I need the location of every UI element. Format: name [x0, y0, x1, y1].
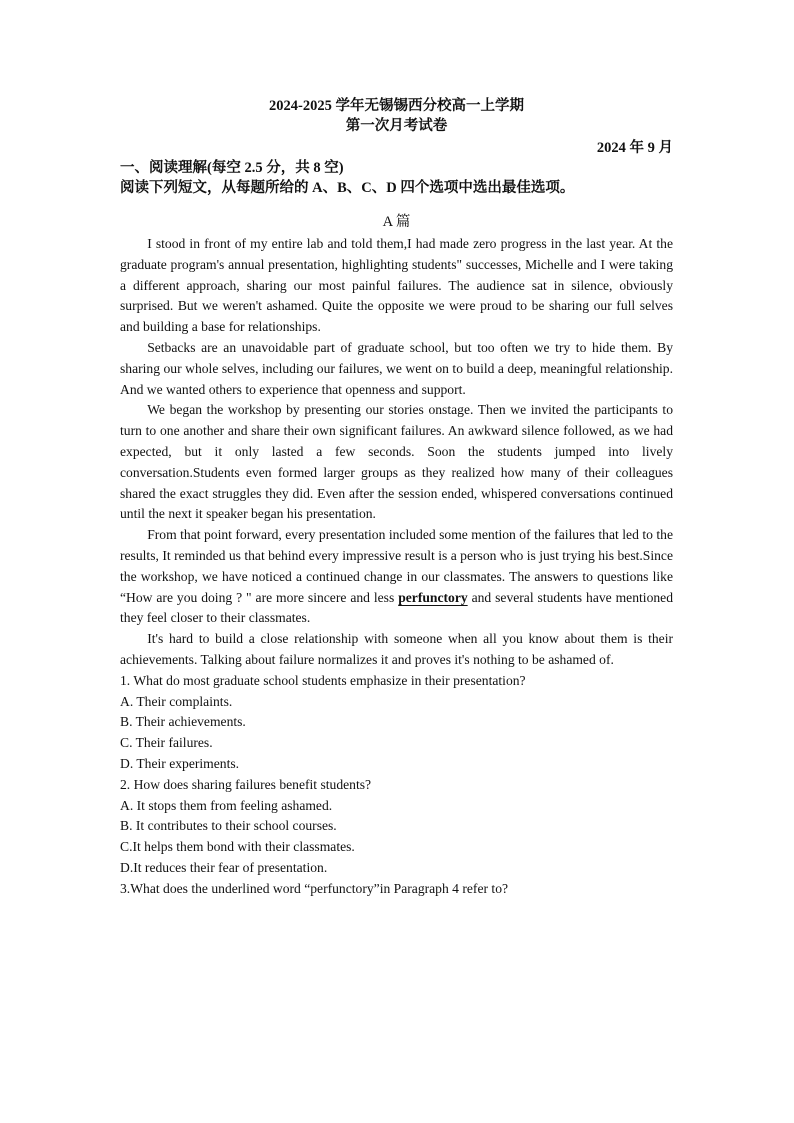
- passage-paragraph-1: I stood in front of my entire lab and told them,I had made zero progress in the last year. At the graduate program's annual presentation, highlighting students" successes, Michelle and I were taking a different approach, sharing our most painful failures. The audience sat in silence, obviously surprised. But we weren't ashamed. Quite the opposite we were proud to be sharing our full selves and building a base for relationships.: [120, 236, 673, 335]
- exam-title-line1: 2024-2025 学年无锡锡西分校高一上学期: [269, 98, 524, 114]
- question-2-option-d[interactable]: D.It reduces their fear of presentation.: [120, 859, 328, 875]
- paragraph-4-text-after: and several students have mentioned they feel closer to their classmates.: [120, 589, 673, 626]
- question-3-stem: 3.What does the underlined word “perfunctory”in Paragraph 4 refer to?: [120, 880, 509, 896]
- section-instruction: 阅读下列短文，从每题所给的 A、B、C、D 四个选项中选出最佳选项。: [120, 180, 575, 196]
- paragraph-4-text-before: From that point forward, every presentation included some mention of the failures that led to the results, It reminded us that behind every impressive result is a person who is just trying his best.Since the workshop, we have noticed a continued change in our classmates. The answers to questions like “How are you doing ? " are more sincere and less: [120, 527, 673, 605]
- passage-paragraph-4: [120, 525, 673, 629]
- passage-paragraph-2: Setbacks are an unavoidable part of graduate school, but too often we try to hide them. By sharing our whole selves, including our failures, we went on to build a deep, meaningful relationship. And we wanted others to experience that openness and support.: [120, 339, 673, 397]
- passage-paragraph-5: It's hard to build a close relationship with someone when all you know about them is their achievements. Talking about failure normalizes it and proves it's nothing to be ashamed of.: [120, 631, 673, 667]
- passage-title: A 篇: [382, 214, 411, 230]
- passage-paragraph-3: We began the workshop by presenting our stories onstage. Then we invited the participants to turn to one another and share their own significant failures. An awkward silence followed, as we had expected, but it only lasted a few seconds. Soon the students jumped into lively conversation.Students even formed larger groups as they realized how many of their colleagues shared the exact struggles they did. Even after the session ended, whispered conversations continued until the next it speaker began his presentation.: [120, 402, 673, 522]
- question-1-stem: 1. What do most graduate school students emphasize in their presentation?: [120, 672, 526, 688]
- exam-date: 2024 年 9 月: [596, 140, 673, 156]
- underlined-word: perfunctory: [398, 589, 468, 605]
- question-2-stem: 2. How does sharing failures benefit students?: [120, 776, 372, 792]
- question-1-option-d[interactable]: D. Their experiments.: [120, 755, 240, 771]
- exam-page: [120, 96, 673, 900]
- question-1-option-b[interactable]: B. Their achievements.: [120, 714, 246, 730]
- section-heading: 一、阅读理解(每空 2.5 分，共 8 空): [120, 160, 344, 176]
- question-1-option-a[interactable]: A. Their complaints.: [120, 693, 233, 709]
- exam-title-line2: 第一次月考试卷: [345, 118, 448, 134]
- question-2-option-c[interactable]: C.It helps them bond with their classmates.: [120, 839, 355, 855]
- question-1-option-c[interactable]: C. Their failures.: [120, 735, 213, 751]
- question-2-option-a[interactable]: A. It stops them from feeling ashamed.: [120, 797, 333, 813]
- question-2-option-b[interactable]: B. It contributes to their school courses.: [120, 818, 337, 834]
